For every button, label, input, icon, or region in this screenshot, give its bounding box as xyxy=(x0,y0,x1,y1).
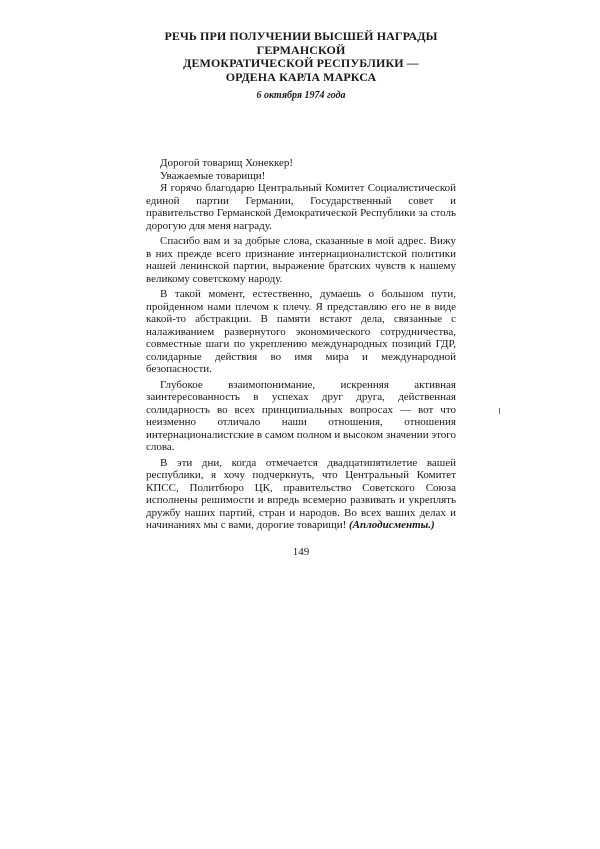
page-number: 149 xyxy=(292,545,310,558)
speech-title xyxy=(146,30,456,84)
speech-body xyxy=(146,157,456,532)
title-line: ОРДЕНА КАРЛА МАРКСА xyxy=(225,69,377,84)
paragraph: Глубокое взаимопонимание, искренняя активная заинтересованность в успехах друг друга, действенная солидарность во всех принципиальных вопросах — вот что неизменно отличало наши отношения, отношения интернационалистские в самом полном и высоком значении этого слова. xyxy=(146,378,456,453)
title-line: РЕЧЬ ПРИ ПОЛУЧЕНИИ ВЫСШЕЙ НАГРАДЫ xyxy=(164,29,438,43)
title-line: ДЕМОКРАТИЧЕСКОЙ РЕСПУБЛИКИ — xyxy=(183,56,419,70)
paragraph: В такой момент, естественно, думаешь о большом пути, пройденном нами плечом к плечу. Я представляю его не в виде какой-то абстракции. В памяти встают дела, связанные с налаживанием развернутого экономического сотрудничества, совместные шаги по укреплению международных позиций ГДР, солидарные действия во имя мира и международной безопасности. xyxy=(146,288,456,375)
paragraph xyxy=(146,457,456,532)
paragraph: Я горячо благодарю Центральный Комитет Социалистической единой партии Германии, Государственный совет и правительство Германской Демократической Республики за столь дорогую для меня награду. xyxy=(146,182,456,232)
greeting-line: Дорогой товарищ Хонеккер! xyxy=(160,157,294,169)
speech-date: 6 октября 1974 года xyxy=(256,90,346,101)
title-line: ГЕРМАНСКОЙ xyxy=(256,42,346,57)
scan-mark xyxy=(499,408,500,414)
greeting-line: Уважаемые товарищи! xyxy=(160,169,266,182)
paragraph: Спасибо вам и за добрые слова, сказанные в мой адрес. Вижу в них прежде всего признание интернационалистской политики нашей ленинской партии, выражение братских чувств к нашему великому советскому народу. xyxy=(146,235,456,285)
document-page xyxy=(146,30,456,558)
applause-note: (Аплодисменты.) xyxy=(349,519,435,531)
paragraph-text: В эти дни, когда отмечается двадцатипятилетие вашей республики, я хочу подчеркнуть, что Центральный Комитет КПСС, Политбюро ЦК, правительство Советского Союза исполнены решимости и впредь всемерно развивать и укреплять дружбу наших партий, стран и народов. Во всех ваших делах и начинаниях мы с вами, дорогие товарищи! xyxy=(146,456,456,531)
